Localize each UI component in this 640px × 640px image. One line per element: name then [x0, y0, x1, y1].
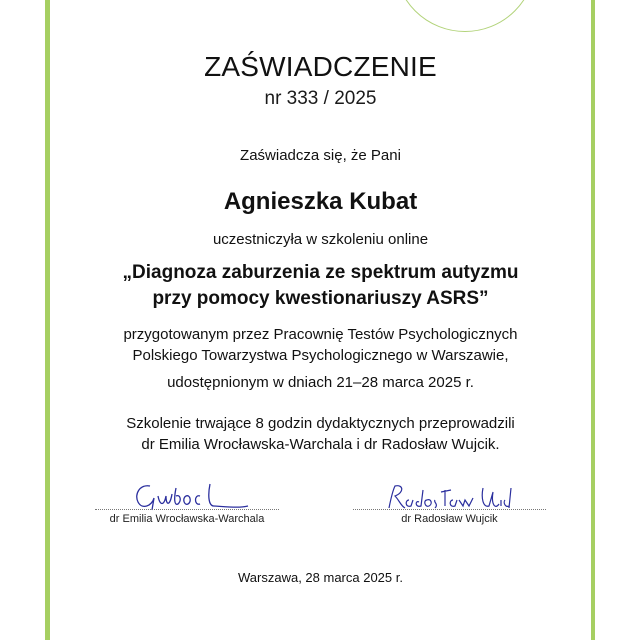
participant-name: Agnieszka Kubat: [223, 188, 418, 215]
certificate-number: nr 333 / 2025: [264, 88, 377, 109]
prepared-by-line-2: Polskiego Towarzystwa Psychologicznego w Warszawie,: [132, 347, 509, 364]
right-green-border: [591, 0, 595, 640]
document-title: ZAŚWIADCZENIE: [204, 51, 437, 82]
signature-line-right: [353, 509, 546, 510]
intro-text: Zaświadcza się, że Pani: [240, 147, 401, 164]
duration-line-2: dr Emilia Wrocławska-Warchala i dr Radosław Wujcik.: [141, 436, 500, 453]
signature-block-right: [353, 480, 546, 530]
signature-block-left: [95, 480, 279, 530]
signature-line-left: [95, 509, 279, 510]
seal-circle-icon: [394, 0, 536, 32]
signature-label-right: dr Radosław Wujcik: [401, 513, 498, 525]
place-and-date: Warszawa, 28 marca 2025 r.: [238, 570, 403, 585]
course-dates: udostępnionym w dniach 21–28 marca 2025 r.: [167, 374, 474, 391]
prepared-by-line-1: przygotowanym przez Pracownię Testów Psychologicznych: [123, 326, 518, 343]
duration-line-1: Szkolenie trwające 8 godzin dydaktycznych przeprowadzili: [126, 415, 515, 432]
course-title-line-2: przy pomocy kwestionariuszy ASRS”: [152, 288, 489, 309]
signature-label-left: dr Emilia Wrocławska-Warchala: [109, 513, 265, 525]
course-title-line-1: „Diagnoza zaburzenia ze spektrum autyzmu: [122, 262, 519, 283]
participation-text: uczestniczyła w szkoleniu online: [212, 231, 429, 248]
